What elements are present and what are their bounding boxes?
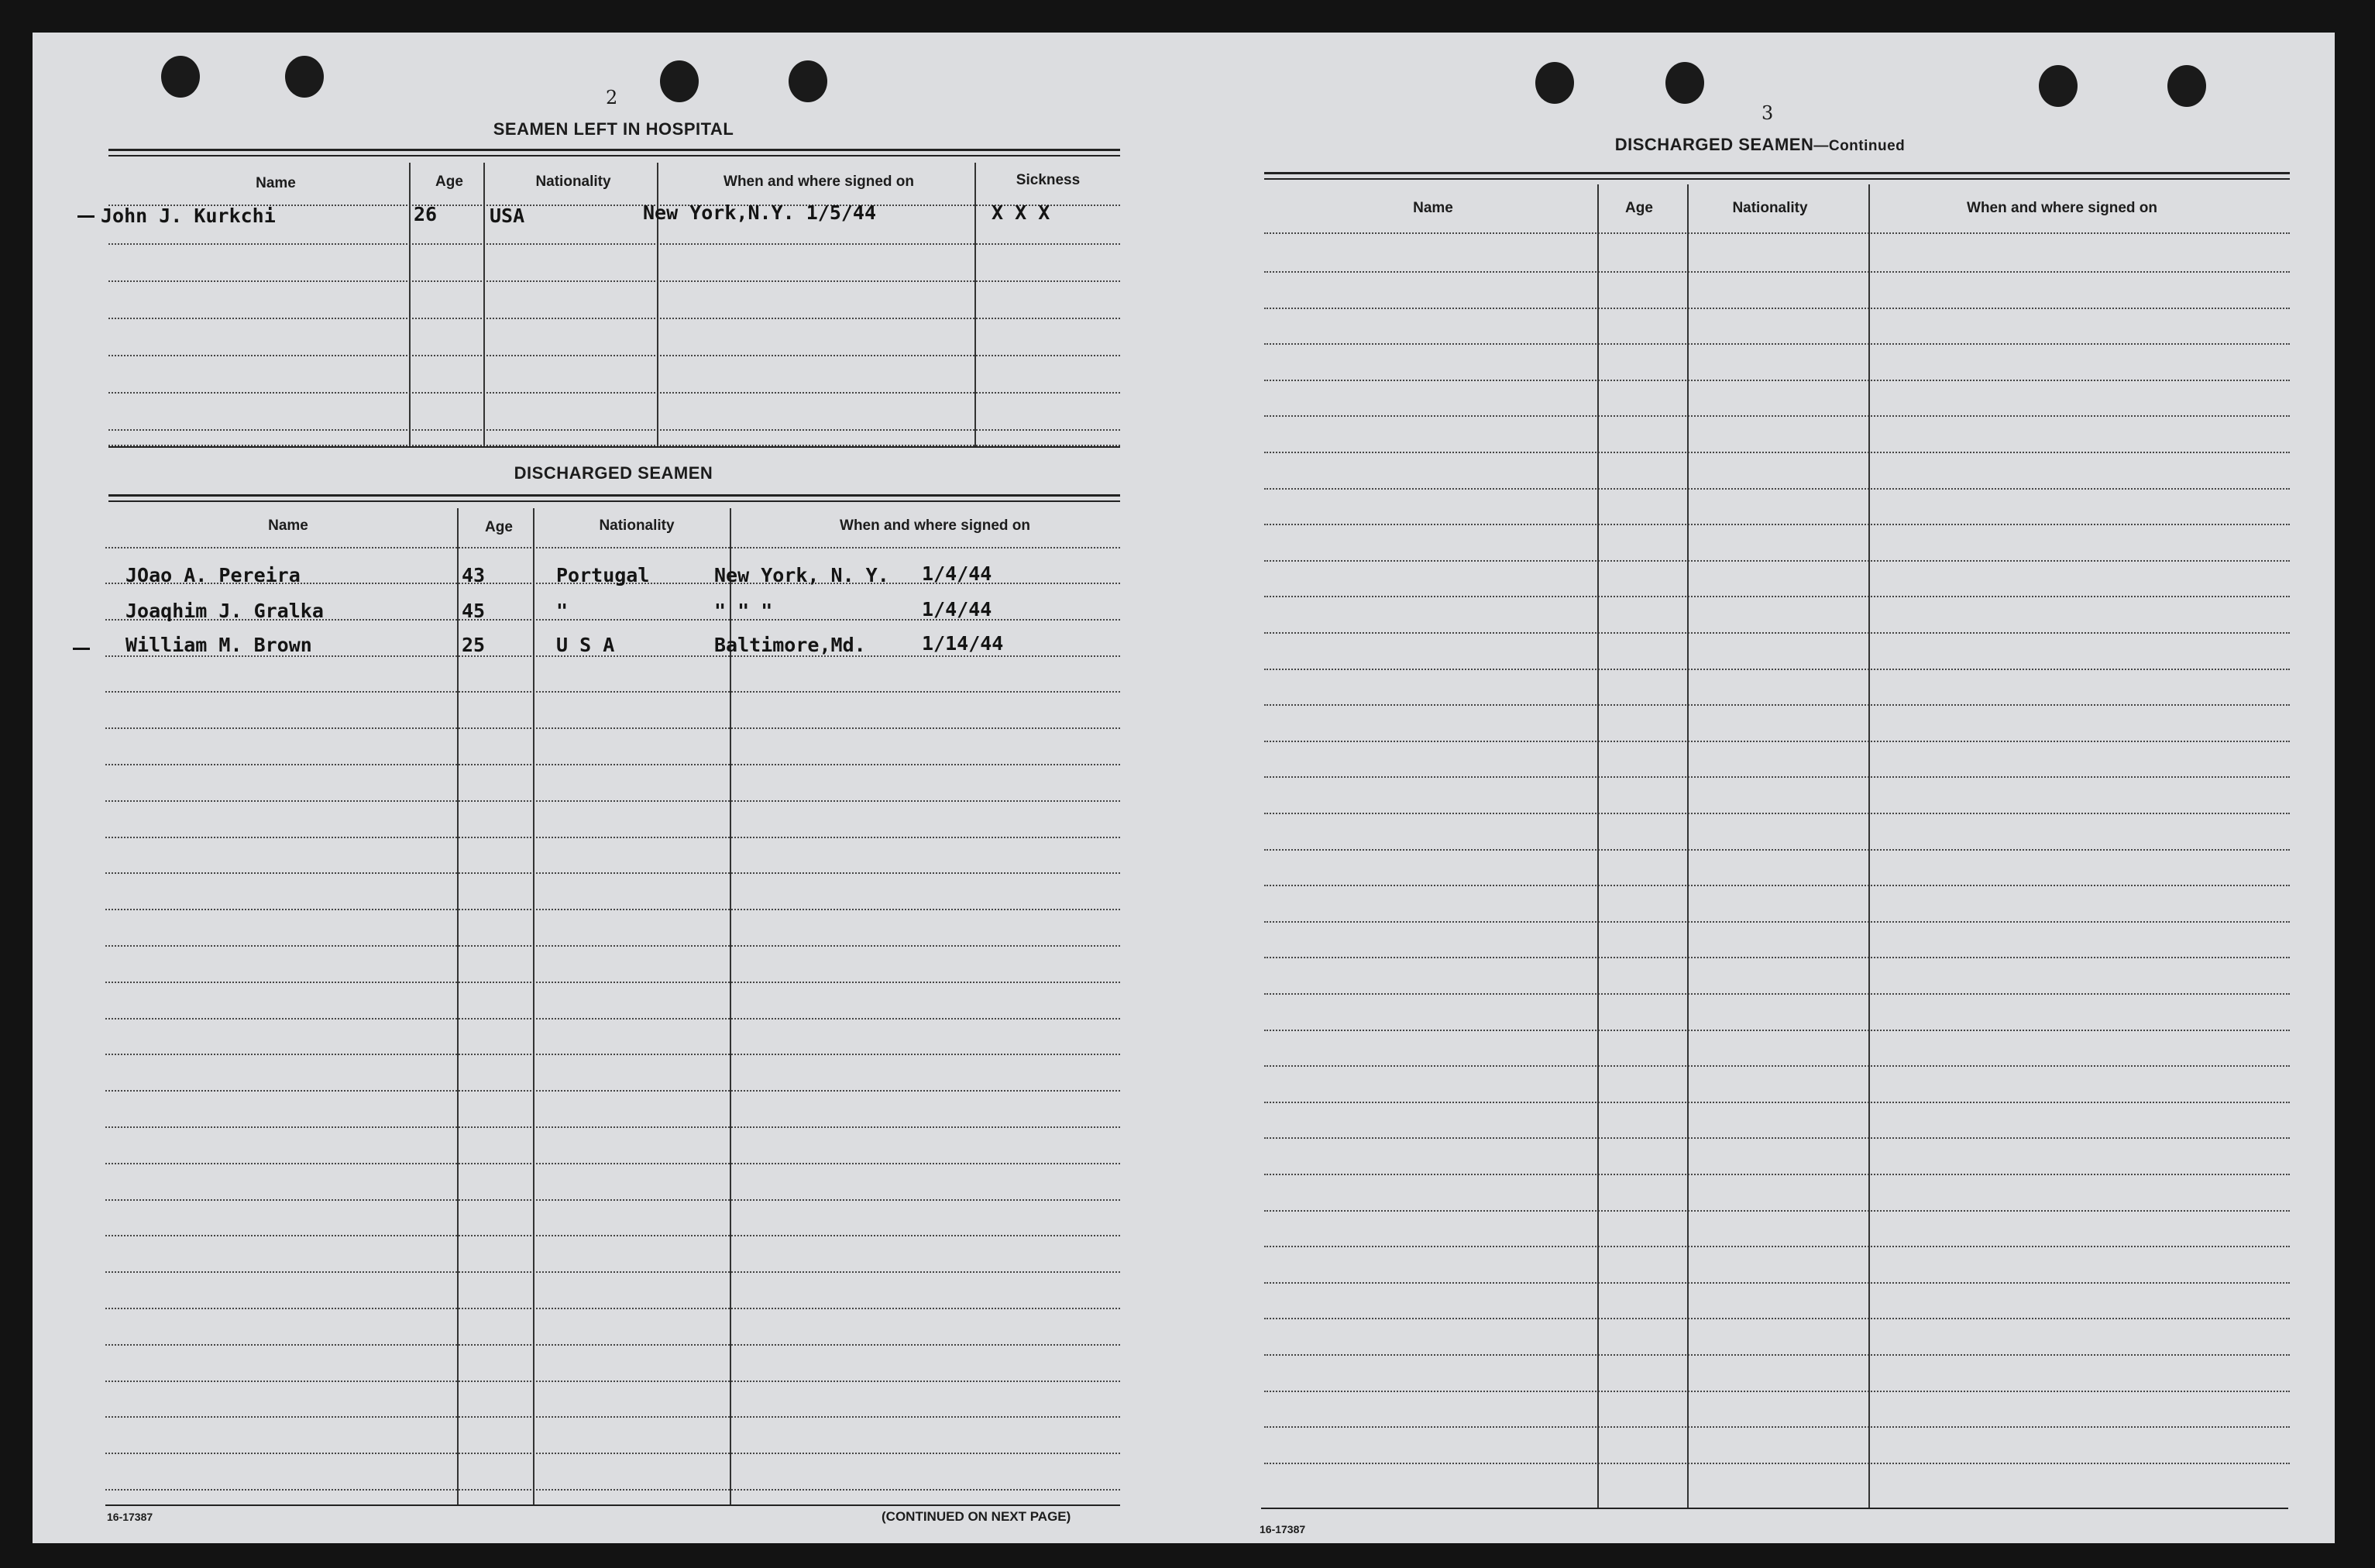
discharged-place-cell: " " " xyxy=(714,600,773,622)
hospital-sickness-cell: X X X xyxy=(992,201,1050,224)
table-row xyxy=(105,1199,1120,1201)
table-row xyxy=(105,547,1120,548)
punch-hole xyxy=(285,56,324,98)
table-row xyxy=(105,1126,1120,1128)
table-row xyxy=(1264,380,2290,381)
divider xyxy=(1261,1508,2288,1509)
column-divider xyxy=(483,163,485,446)
table-row xyxy=(1264,993,2290,995)
discharged-place-cell: Baltimore,Md. xyxy=(714,634,866,656)
table-row xyxy=(108,392,1120,394)
table-row xyxy=(1264,921,2290,923)
title-main: DISCHARGED SEAMEN xyxy=(1614,135,1814,154)
column-divider xyxy=(974,163,976,446)
table-row xyxy=(105,1235,1120,1236)
punch-hole xyxy=(660,60,699,102)
divider xyxy=(108,149,1120,151)
table-row xyxy=(105,1271,1120,1273)
table-row xyxy=(108,429,1120,431)
page-number: 3 xyxy=(1761,102,1774,124)
punch-hole xyxy=(1665,62,1704,104)
column-divider xyxy=(1868,184,1870,1509)
column-header-age: Age xyxy=(435,174,463,190)
column-divider xyxy=(1597,184,1599,1509)
discharged-age-cell: 43 xyxy=(462,564,486,586)
table-row xyxy=(1264,524,2290,525)
table-row xyxy=(1264,741,2290,742)
divider xyxy=(1264,172,2290,174)
punch-hole xyxy=(161,56,200,98)
right-page xyxy=(1179,33,2335,1543)
table-row xyxy=(1264,1174,2290,1175)
table-row xyxy=(1264,1282,2290,1284)
continued-note: (CONTINUED ON NEXT PAGE) xyxy=(882,1509,1071,1524)
table-row xyxy=(1264,813,2290,814)
table-row xyxy=(1264,776,2290,778)
table-row xyxy=(105,1416,1120,1418)
divider xyxy=(108,446,1120,448)
table-row xyxy=(105,872,1120,874)
table-row xyxy=(1264,415,2290,417)
discharged-age-cell: 45 xyxy=(462,600,486,622)
table-row xyxy=(1264,669,2290,670)
table-row xyxy=(1264,452,2290,453)
discharged-date-cell: 1/14/44 xyxy=(922,632,1004,655)
entry-dash xyxy=(77,215,95,218)
discharged-date-cell: 1/4/44 xyxy=(922,562,992,585)
entry-dash xyxy=(73,648,90,650)
table-row xyxy=(105,1090,1120,1092)
table-row xyxy=(105,982,1120,983)
left-page xyxy=(33,33,1179,1543)
table-row xyxy=(105,1054,1120,1055)
table-row xyxy=(105,837,1120,838)
table-row xyxy=(1264,1463,2290,1464)
discharged-age-cell: 25 xyxy=(462,634,486,656)
discharged-section-title: DISCHARGED SEAMEN xyxy=(514,463,713,483)
table-row xyxy=(105,764,1120,765)
hospital-signed-on-cell: New York,N.Y. 1/5/44 xyxy=(643,201,877,224)
table-row xyxy=(1264,232,2290,234)
column-header-signed-on: When and where signed on xyxy=(840,518,1030,534)
column-header-name: Name xyxy=(256,175,296,191)
column-header-age: Age xyxy=(1625,200,1653,216)
table-row xyxy=(108,243,1120,245)
column-header-age: Age xyxy=(485,519,513,535)
form-number: 16-17387 xyxy=(1260,1523,1306,1535)
punch-hole xyxy=(1535,62,1574,104)
table-row xyxy=(1264,271,2290,273)
table-row xyxy=(1264,849,2290,851)
table-row xyxy=(1264,1065,2290,1067)
discharged-nationality-cell: U S A xyxy=(556,634,615,656)
punch-hole xyxy=(2167,65,2206,107)
table-row xyxy=(1264,632,2290,634)
hospital-nationality-cell: USA xyxy=(490,205,525,227)
table-row xyxy=(1264,488,2290,490)
table-row xyxy=(1264,1246,2290,1247)
table-row xyxy=(105,691,1120,693)
hospital-section-title: SEAMEN LEFT IN HOSPITAL xyxy=(493,119,734,139)
divider xyxy=(105,1504,1120,1506)
table-row xyxy=(108,318,1120,319)
form-number: 16-17387 xyxy=(107,1511,153,1523)
table-row xyxy=(1264,704,2290,706)
discharged-name-cell: Joaqhim J. Gralka xyxy=(125,600,324,622)
column-header-name: Name xyxy=(1413,200,1453,216)
table-row xyxy=(1264,1426,2290,1428)
column-divider xyxy=(533,508,534,1504)
table-row xyxy=(105,1163,1120,1164)
table-row xyxy=(108,355,1120,356)
column-divider xyxy=(1687,184,1689,1509)
table-row xyxy=(1264,1318,2290,1319)
table-row xyxy=(1264,596,2290,597)
punch-hole xyxy=(2039,65,2078,107)
table-row xyxy=(1264,1210,2290,1212)
table-row xyxy=(1264,957,2290,958)
table-row xyxy=(105,1018,1120,1020)
discharged-place-cell: New York, N. Y. xyxy=(714,564,889,586)
table-row xyxy=(1264,885,2290,886)
table-row xyxy=(105,727,1120,729)
column-divider xyxy=(730,508,731,1504)
table-row xyxy=(105,1453,1120,1454)
table-row xyxy=(105,945,1120,947)
column-header-nationality: Nationality xyxy=(535,174,611,190)
table-row xyxy=(105,1381,1120,1382)
table-row xyxy=(105,1308,1120,1309)
table-row xyxy=(1264,1102,2290,1103)
table-row xyxy=(1264,1137,2290,1139)
table-row xyxy=(1264,1030,2290,1031)
divider xyxy=(108,155,1120,156)
column-header-nationality: Nationality xyxy=(1732,200,1808,216)
table-row xyxy=(1264,1391,2290,1392)
table-row xyxy=(1264,1354,2290,1356)
table-row xyxy=(108,280,1120,282)
divider xyxy=(108,500,1120,502)
discharged-nationality-cell: Portugal xyxy=(556,564,650,586)
discharged-name-cell: JOao A. Pereira xyxy=(125,564,301,586)
discharged-date-cell: 1/4/44 xyxy=(922,598,992,621)
discharged-continued-title xyxy=(1566,135,1954,155)
table-row xyxy=(105,1344,1120,1346)
table-row xyxy=(105,800,1120,802)
column-header-name: Name xyxy=(268,518,308,534)
table-row xyxy=(1264,343,2290,345)
title-suffix: —Continued xyxy=(1813,138,1906,154)
table-row xyxy=(1264,560,2290,562)
page-number: 2 xyxy=(606,87,618,108)
column-header-signed-on: When and where signed on xyxy=(723,174,914,190)
hospital-name-cell: John J. Kurkchi xyxy=(101,205,276,227)
discharged-nationality-cell: " xyxy=(556,600,569,622)
divider xyxy=(108,494,1120,497)
column-divider xyxy=(457,508,459,1504)
divider xyxy=(1264,178,2290,180)
table-row xyxy=(1264,308,2290,309)
column-header-sickness: Sickness xyxy=(1016,172,1081,188)
column-header-nationality: Nationality xyxy=(599,518,675,534)
hospital-age-cell: 26 xyxy=(414,203,438,225)
column-divider xyxy=(409,163,411,446)
table-row xyxy=(105,1489,1120,1491)
table-row xyxy=(105,909,1120,910)
punch-hole xyxy=(789,60,827,102)
column-header-signed-on: When and where signed on xyxy=(1967,200,2157,216)
discharged-name-cell: William M. Brown xyxy=(125,634,312,656)
